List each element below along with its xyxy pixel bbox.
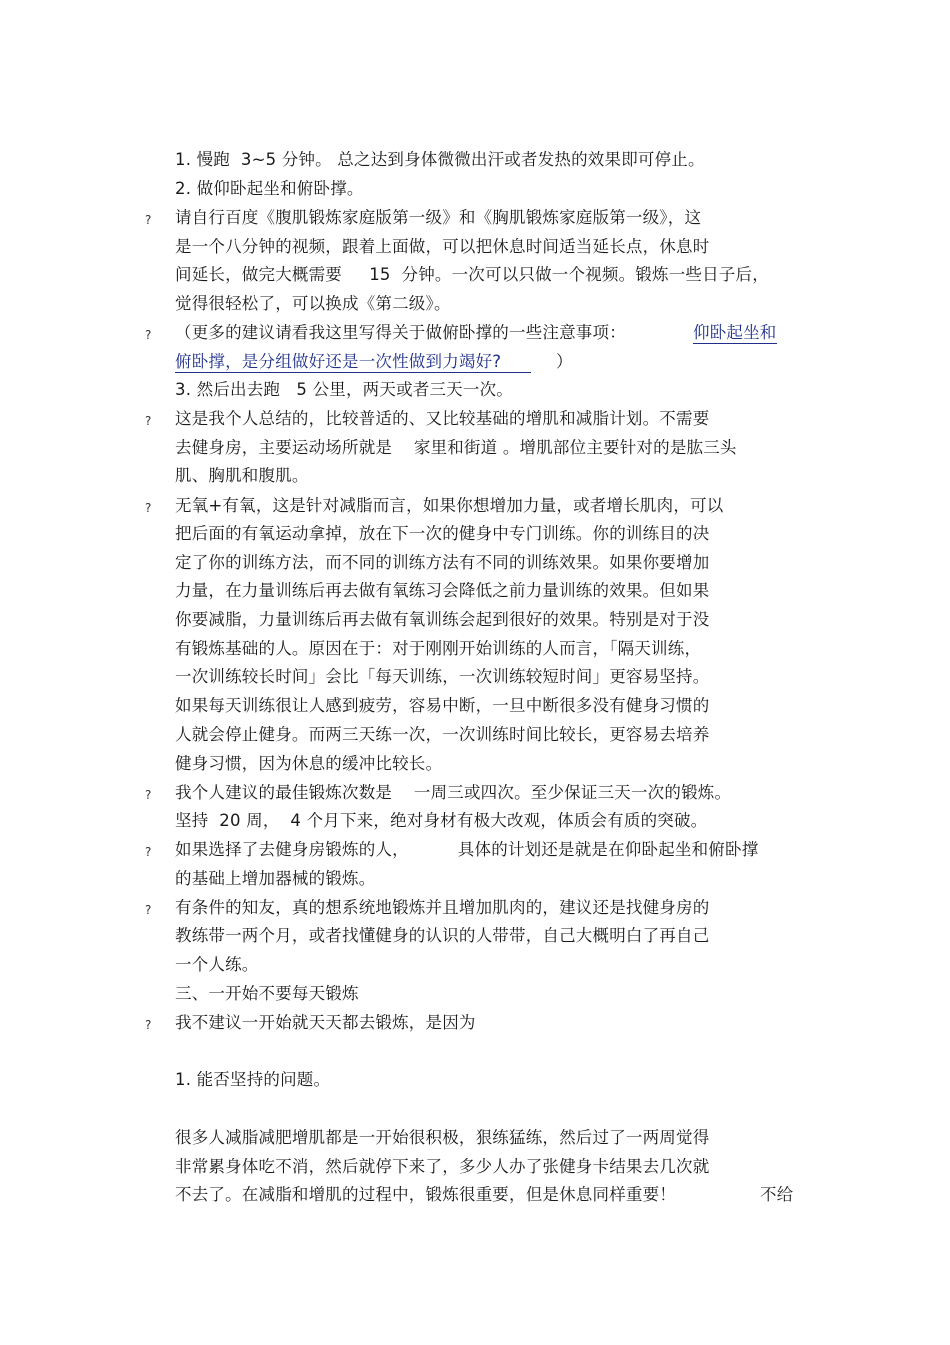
- section-heading: 三、一开始不要每天锻炼: [175, 984, 359, 1003]
- text-line: （更多的建议请看我这里写得关于做俯卧撑的一些注意事项：: [175, 323, 626, 342]
- text-line: 一次训练较长时间」会比「每天训练，一次训练较短时间」更容易坚持。: [175, 667, 710, 686]
- article-link-part1[interactable]: [693, 321, 777, 345]
- text-line: 有锻炼基础的人。原因在于：对于刚刚开始训练的人而言，「隔天训练，: [175, 639, 702, 658]
- text-line: 无氧+有氧，这是针对减脂而言，如果你想增加力量，或者增长肌肉，可以: [175, 496, 724, 515]
- text-line: 这是我个人总结的，比较普适的、又比较基础的增肌和减脂计划。不需要: [175, 409, 710, 428]
- text-line: 1. 能否坚持的问题。: [175, 1070, 331, 1089]
- text-line: 非常累身体吃不消，然后就停下来了，多少人办了张健身卡结果去几次就: [175, 1157, 710, 1176]
- bullet-icon: ?: [145, 903, 152, 917]
- text-line: 教练带一两个月，或者找懂健身的认识的人带带，自己大概明白了再自己: [175, 926, 710, 945]
- text-line: 有条件的知友，真的想系统地锻炼并且增加肌肉的，建议还是找健身房的: [175, 898, 710, 917]
- bullet-icon: ?: [145, 328, 152, 342]
- article-link-text[interactable]: 仰卧起坐和: [693, 323, 777, 342]
- text-line: 坚持 20 周， 4 个月下来，绝对身材有极大改观，体质会有质的突破。: [175, 811, 708, 830]
- text-line: 定了你的训练方法，而不同的训练方法有不同的训练效果。如果你要增加: [175, 553, 710, 572]
- text-line: 请自行百度《腹肌锻炼家庭版第一级》和《胸肌锻炼家庭版第一级》，这: [175, 208, 702, 227]
- bullet-icon: ?: [145, 213, 152, 227]
- text-line: 肌、胸肌和腹肌。: [175, 466, 309, 485]
- text-line: 不去了。在减脂和增肌的过程中，锻炼很重要，但是休息同样重要！: [175, 1185, 676, 1204]
- text-line: 如果每天训练很让人感到疲劳，容易中断，一旦中断很多没有健身习惯的: [175, 696, 710, 715]
- text-line: 力量，在力量训练后再去做有氧练习会降低之前力量训练的效果。但如果: [175, 581, 710, 600]
- text-line: ）: [556, 352, 573, 371]
- text-line: 一个人练。: [175, 955, 259, 974]
- text-line: 你要减脂，力量训练后再去做有氧训练会起到很好的效果。特别是对于没: [175, 610, 710, 629]
- text-line: 把后面的有氧运动拿掉，放在下一次的健身中专门训练。你的训练目的决: [175, 524, 710, 543]
- text-line: 人就会停止健身。而两三天练一次，一次训练时间比较长，更容易去培养: [175, 725, 710, 744]
- bullet-icon: ?: [145, 414, 152, 428]
- text-line: 2. 做仰卧起坐和俯卧撑。: [175, 179, 364, 198]
- text-line: 健身习惯，因为休息的缓冲比较长。: [175, 754, 443, 773]
- text-line: 我不建议一开始就天天都去锻炼，是因为: [175, 1013, 476, 1032]
- text-line: 很多人减脂减肥增肌都是一开始很积极，狠练猛练，然后过了一两周觉得: [175, 1128, 710, 1147]
- article-link-text[interactable]: 俯卧撑，是分组做好还是一次性做到力竭好?: [175, 352, 531, 373]
- text-line: 的基础上增加器械的锻炼。: [175, 869, 376, 888]
- text-line: 间延长，做完大概需要 15 分钟。一次可以只做一个视频。锻炼一些日子后，: [175, 265, 769, 284]
- text-line: 觉得很轻松了，可以换成《第二级》。: [175, 294, 451, 313]
- bullet-icon: ?: [145, 1018, 152, 1032]
- article-link-part2[interactable]: [175, 350, 531, 374]
- text-line: 不给: [760, 1185, 794, 1204]
- text-line: 是一个八分钟的视频，跟着上面做，可以把休息时间适当延长点，休息时: [175, 237, 710, 256]
- bullet-icon: ?: [145, 501, 152, 515]
- bullet-icon: ?: [145, 845, 152, 859]
- text-line: 去健身房，主要运动场所就是 家里和街道 。增肌部位主要针对的是肱三头: [175, 438, 737, 457]
- text-line: 我个人建议的最佳锻炼次数是 一周三或四次。至少保证三天一次的锻炼。: [175, 783, 732, 802]
- bullet-icon: ?: [145, 788, 152, 802]
- text-line: 3. 然后出去跑 5 公里，两天或者三天一次。: [175, 380, 513, 399]
- text-line: 如果选择了去健身房锻炼的人， 具体的计划还是就是在仰卧起坐和俯卧撑: [175, 840, 759, 859]
- text-line: 1. 慢跑 3~5 分钟。 总之达到身体微微出汗或者发热的效果即可停止。: [175, 150, 705, 169]
